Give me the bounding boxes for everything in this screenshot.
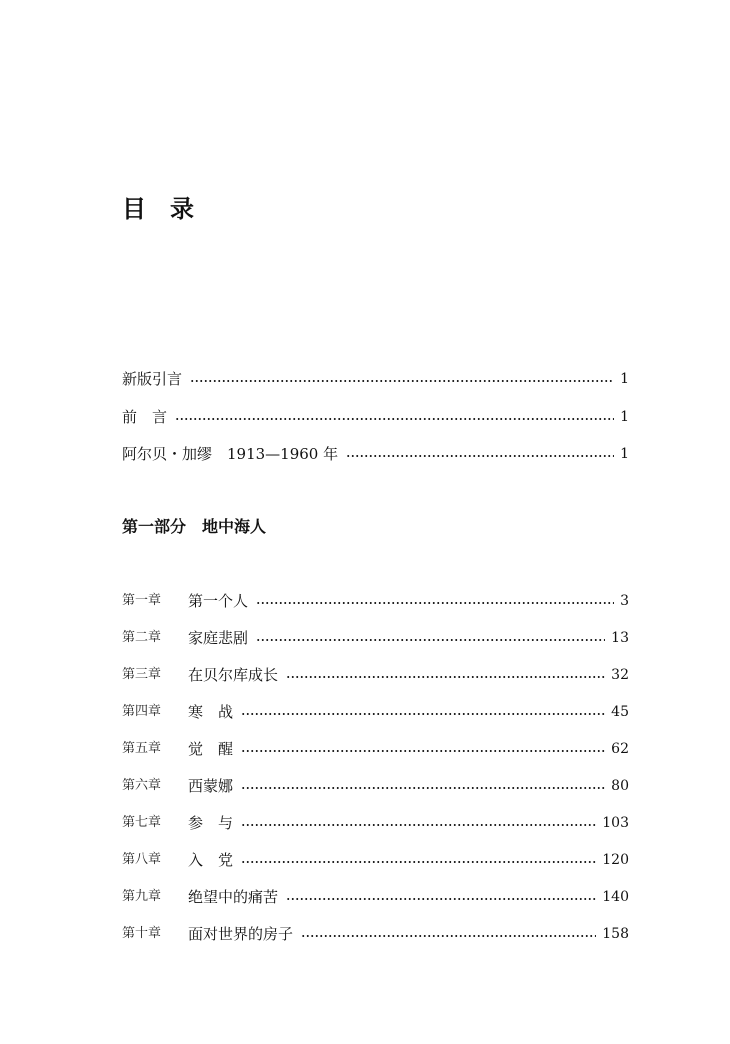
chapter-title: 第一个人 xyxy=(188,592,249,610)
toc-chapter-entry[interactable] xyxy=(122,922,629,946)
toc-chapter-entry[interactable] xyxy=(122,663,629,687)
leader-dots xyxy=(241,824,596,826)
chapter-number: 第八章 xyxy=(122,852,162,867)
toc-entry-label: 前 言 xyxy=(122,408,168,426)
toc-chapter-entry[interactable] xyxy=(122,700,629,724)
leader-dots xyxy=(256,639,605,641)
chapter-number: 第二章 xyxy=(122,630,162,645)
leader-dots xyxy=(346,455,614,457)
toc-chapter-entry[interactable] xyxy=(122,737,629,761)
chapter-page: 120 xyxy=(602,852,629,868)
toc-chapter-entry[interactable] xyxy=(122,626,629,650)
chapter-title: 西蒙娜 xyxy=(188,777,234,795)
part-heading: 第一部分 地中海人 xyxy=(122,517,267,536)
chapter-number: 第九章 xyxy=(122,889,162,904)
chapter-page: 45 xyxy=(611,704,629,720)
leader-dots xyxy=(241,787,605,789)
page-title: 目 录 xyxy=(122,194,194,223)
toc-entry-page: 1 xyxy=(620,446,629,462)
chapter-title: 参 与 xyxy=(188,814,234,832)
toc-entry-label: 阿尔贝・加缪 1913—1960 年 xyxy=(122,445,339,463)
chapter-page: 103 xyxy=(602,815,629,831)
chapter-number: 第七章 xyxy=(122,815,162,830)
leader-dots xyxy=(301,935,596,937)
leader-dots xyxy=(241,713,605,715)
leader-dots xyxy=(241,861,596,863)
leader-dots xyxy=(175,418,614,420)
toc-chapter-entry[interactable] xyxy=(122,885,629,909)
chapter-page: 140 xyxy=(602,889,629,905)
chapter-page: 158 xyxy=(602,926,629,942)
toc-chapter-entry[interactable] xyxy=(122,589,629,613)
chapter-number: 第六章 xyxy=(122,778,162,793)
toc-entry[interactable] xyxy=(122,442,629,466)
leader-dots xyxy=(256,602,614,604)
chapter-title: 觉 醒 xyxy=(188,740,234,758)
chapter-number: 第一章 xyxy=(122,593,162,608)
toc-entry-page: 1 xyxy=(620,371,629,387)
leader-dots xyxy=(286,898,596,900)
chapter-number: 第三章 xyxy=(122,667,162,682)
chapter-page: 62 xyxy=(611,741,629,757)
leader-dots xyxy=(190,380,614,382)
toc-entry[interactable] xyxy=(122,405,629,429)
chapter-page: 80 xyxy=(611,778,629,794)
chapter-number: 第五章 xyxy=(122,741,162,756)
chapter-number: 第十章 xyxy=(122,926,162,941)
toc-entry-label: 新版引言 xyxy=(122,370,183,388)
chapter-page: 13 xyxy=(611,630,629,646)
toc-chapter-entry[interactable] xyxy=(122,811,629,835)
chapter-title: 入 党 xyxy=(188,851,234,869)
chapter-title: 家庭悲剧 xyxy=(188,629,249,647)
leader-dots xyxy=(241,750,605,752)
chapter-title: 绝望中的痛苦 xyxy=(188,888,279,906)
chapter-page: 32 xyxy=(611,667,629,683)
leader-dots xyxy=(286,676,605,678)
toc-entry-page: 1 xyxy=(620,409,629,425)
chapter-page: 3 xyxy=(620,593,629,609)
toc-entry[interactable] xyxy=(122,367,629,391)
toc-chapter-entry[interactable] xyxy=(122,848,629,872)
chapter-title: 在贝尔库成长 xyxy=(188,666,279,684)
chapter-title: 面对世界的房子 xyxy=(188,925,294,943)
chapter-number: 第四章 xyxy=(122,704,162,719)
toc-chapter-entry[interactable] xyxy=(122,774,629,798)
chapter-title: 寒 战 xyxy=(188,703,234,721)
